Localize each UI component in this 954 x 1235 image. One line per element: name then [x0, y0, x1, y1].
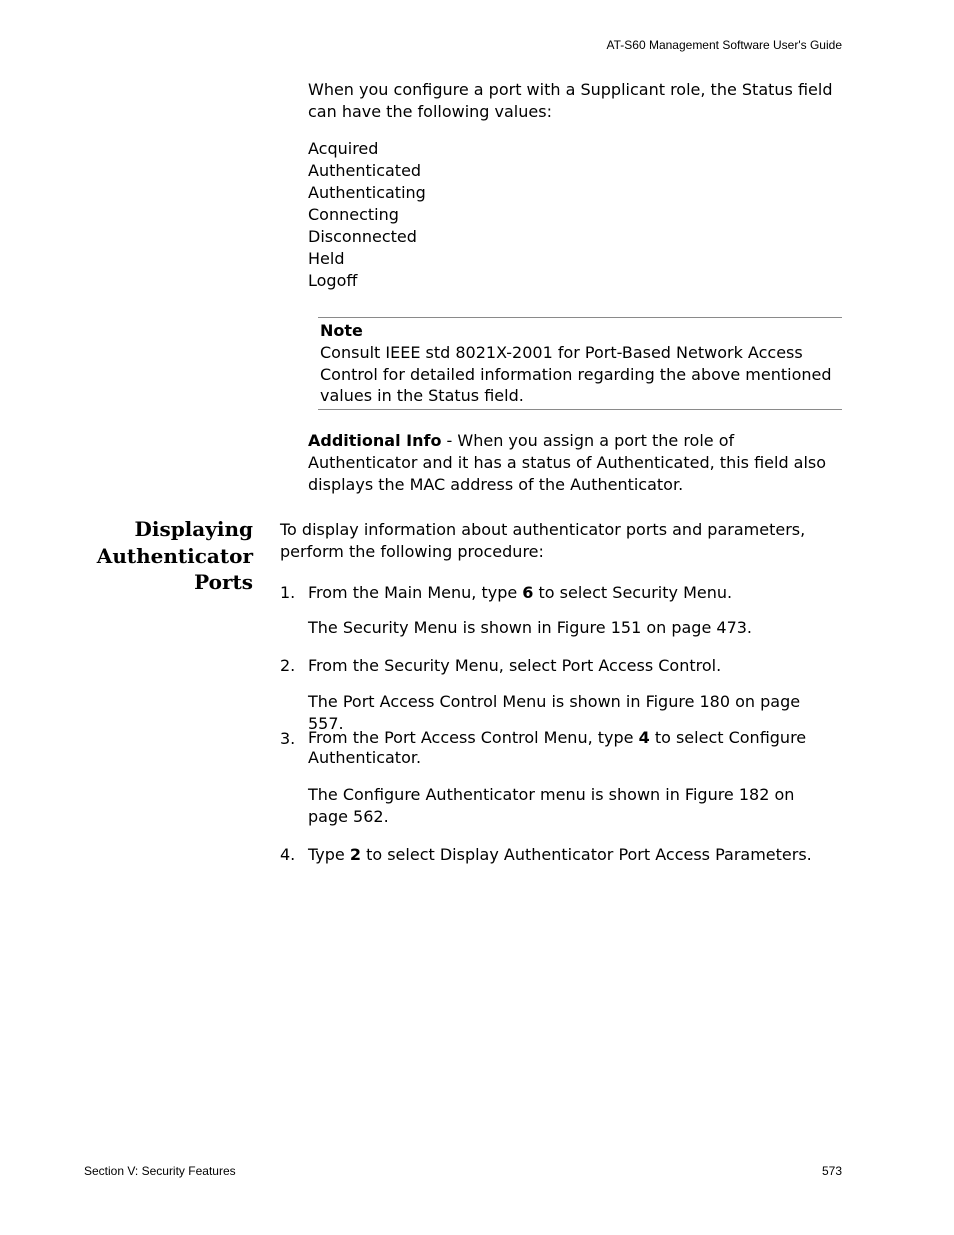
note-text: Consult IEEE std 8021X-2001 for Port-Based Network Access Control for detailed information regarding the above mentioned values in the Status field.	[320, 343, 832, 405]
status-value: Connecting	[308, 205, 399, 224]
status-value: Authenticating	[308, 183, 426, 202]
section-heading	[84, 516, 253, 596]
step-text: From the Security Menu, select Port Access Control.	[308, 656, 722, 675]
procedure-step	[280, 844, 840, 866]
step-note: The Security Menu is shown in Figure 151 on page 473.	[308, 618, 753, 637]
procedure-step	[280, 655, 840, 677]
section-intro: To display information about authenticator ports and parameters, perform the following procedure:	[280, 520, 806, 561]
section-heading-line: Displaying	[134, 517, 253, 541]
status-value: Logoff	[308, 271, 358, 290]
status-value: Acquired	[308, 139, 379, 158]
step-number: 4.	[280, 845, 296, 864]
additional-info	[308, 430, 838, 496]
step-number: 1.	[280, 583, 296, 602]
note-box	[318, 317, 842, 410]
step-number: 3.	[280, 729, 296, 748]
footer-section: Section V: Security Features	[84, 1164, 236, 1178]
step-number: 2.	[280, 656, 296, 675]
step-key: 6	[522, 583, 534, 602]
status-value: Authenticated	[308, 161, 422, 180]
step-note: The Configure Authenticator menu is shown in Figure 182 on page 562.	[308, 785, 795, 826]
step-text: to select Configure Authenticator.	[308, 728, 807, 767]
procedure-step	[280, 582, 840, 604]
supplicant-intro-text: When you configure a port with a Supplicant role, the Status field can have the following values:	[308, 80, 833, 121]
step-text: to select Display Authenticator Port Access Parameters.	[360, 845, 812, 864]
section-heading-line: Ports	[194, 570, 253, 594]
additional-info-text: - When you assign a port the role of Authenticator and it has a status of Authenticated, this field also displays the MAC address of the Authenticator.	[308, 431, 827, 494]
status-values-list	[308, 138, 426, 292]
page-number: 573	[821, 1164, 842, 1178]
note-title: Note	[320, 321, 363, 340]
step-text: From the Main Menu, type	[308, 583, 523, 602]
step-text: to select Security Menu.	[533, 583, 733, 602]
additional-info-label: Additional Info	[308, 431, 442, 450]
running-header: AT-S60 Management Software User's Guide	[606, 38, 842, 52]
step-key: 2	[349, 845, 361, 864]
step-text: Type	[308, 845, 350, 864]
status-value: Held	[308, 249, 345, 268]
step-text: From the Port Access Control Menu, type	[308, 728, 639, 747]
step-note: The Port Access Control Menu is shown in Figure 180 on page 557.	[308, 692, 801, 733]
step-key: 4	[638, 728, 650, 747]
procedure-step	[280, 728, 810, 768]
supplicant-intro	[308, 79, 838, 123]
section-heading-line: Authenticator	[96, 543, 253, 568]
status-value: Disconnected	[308, 227, 417, 246]
